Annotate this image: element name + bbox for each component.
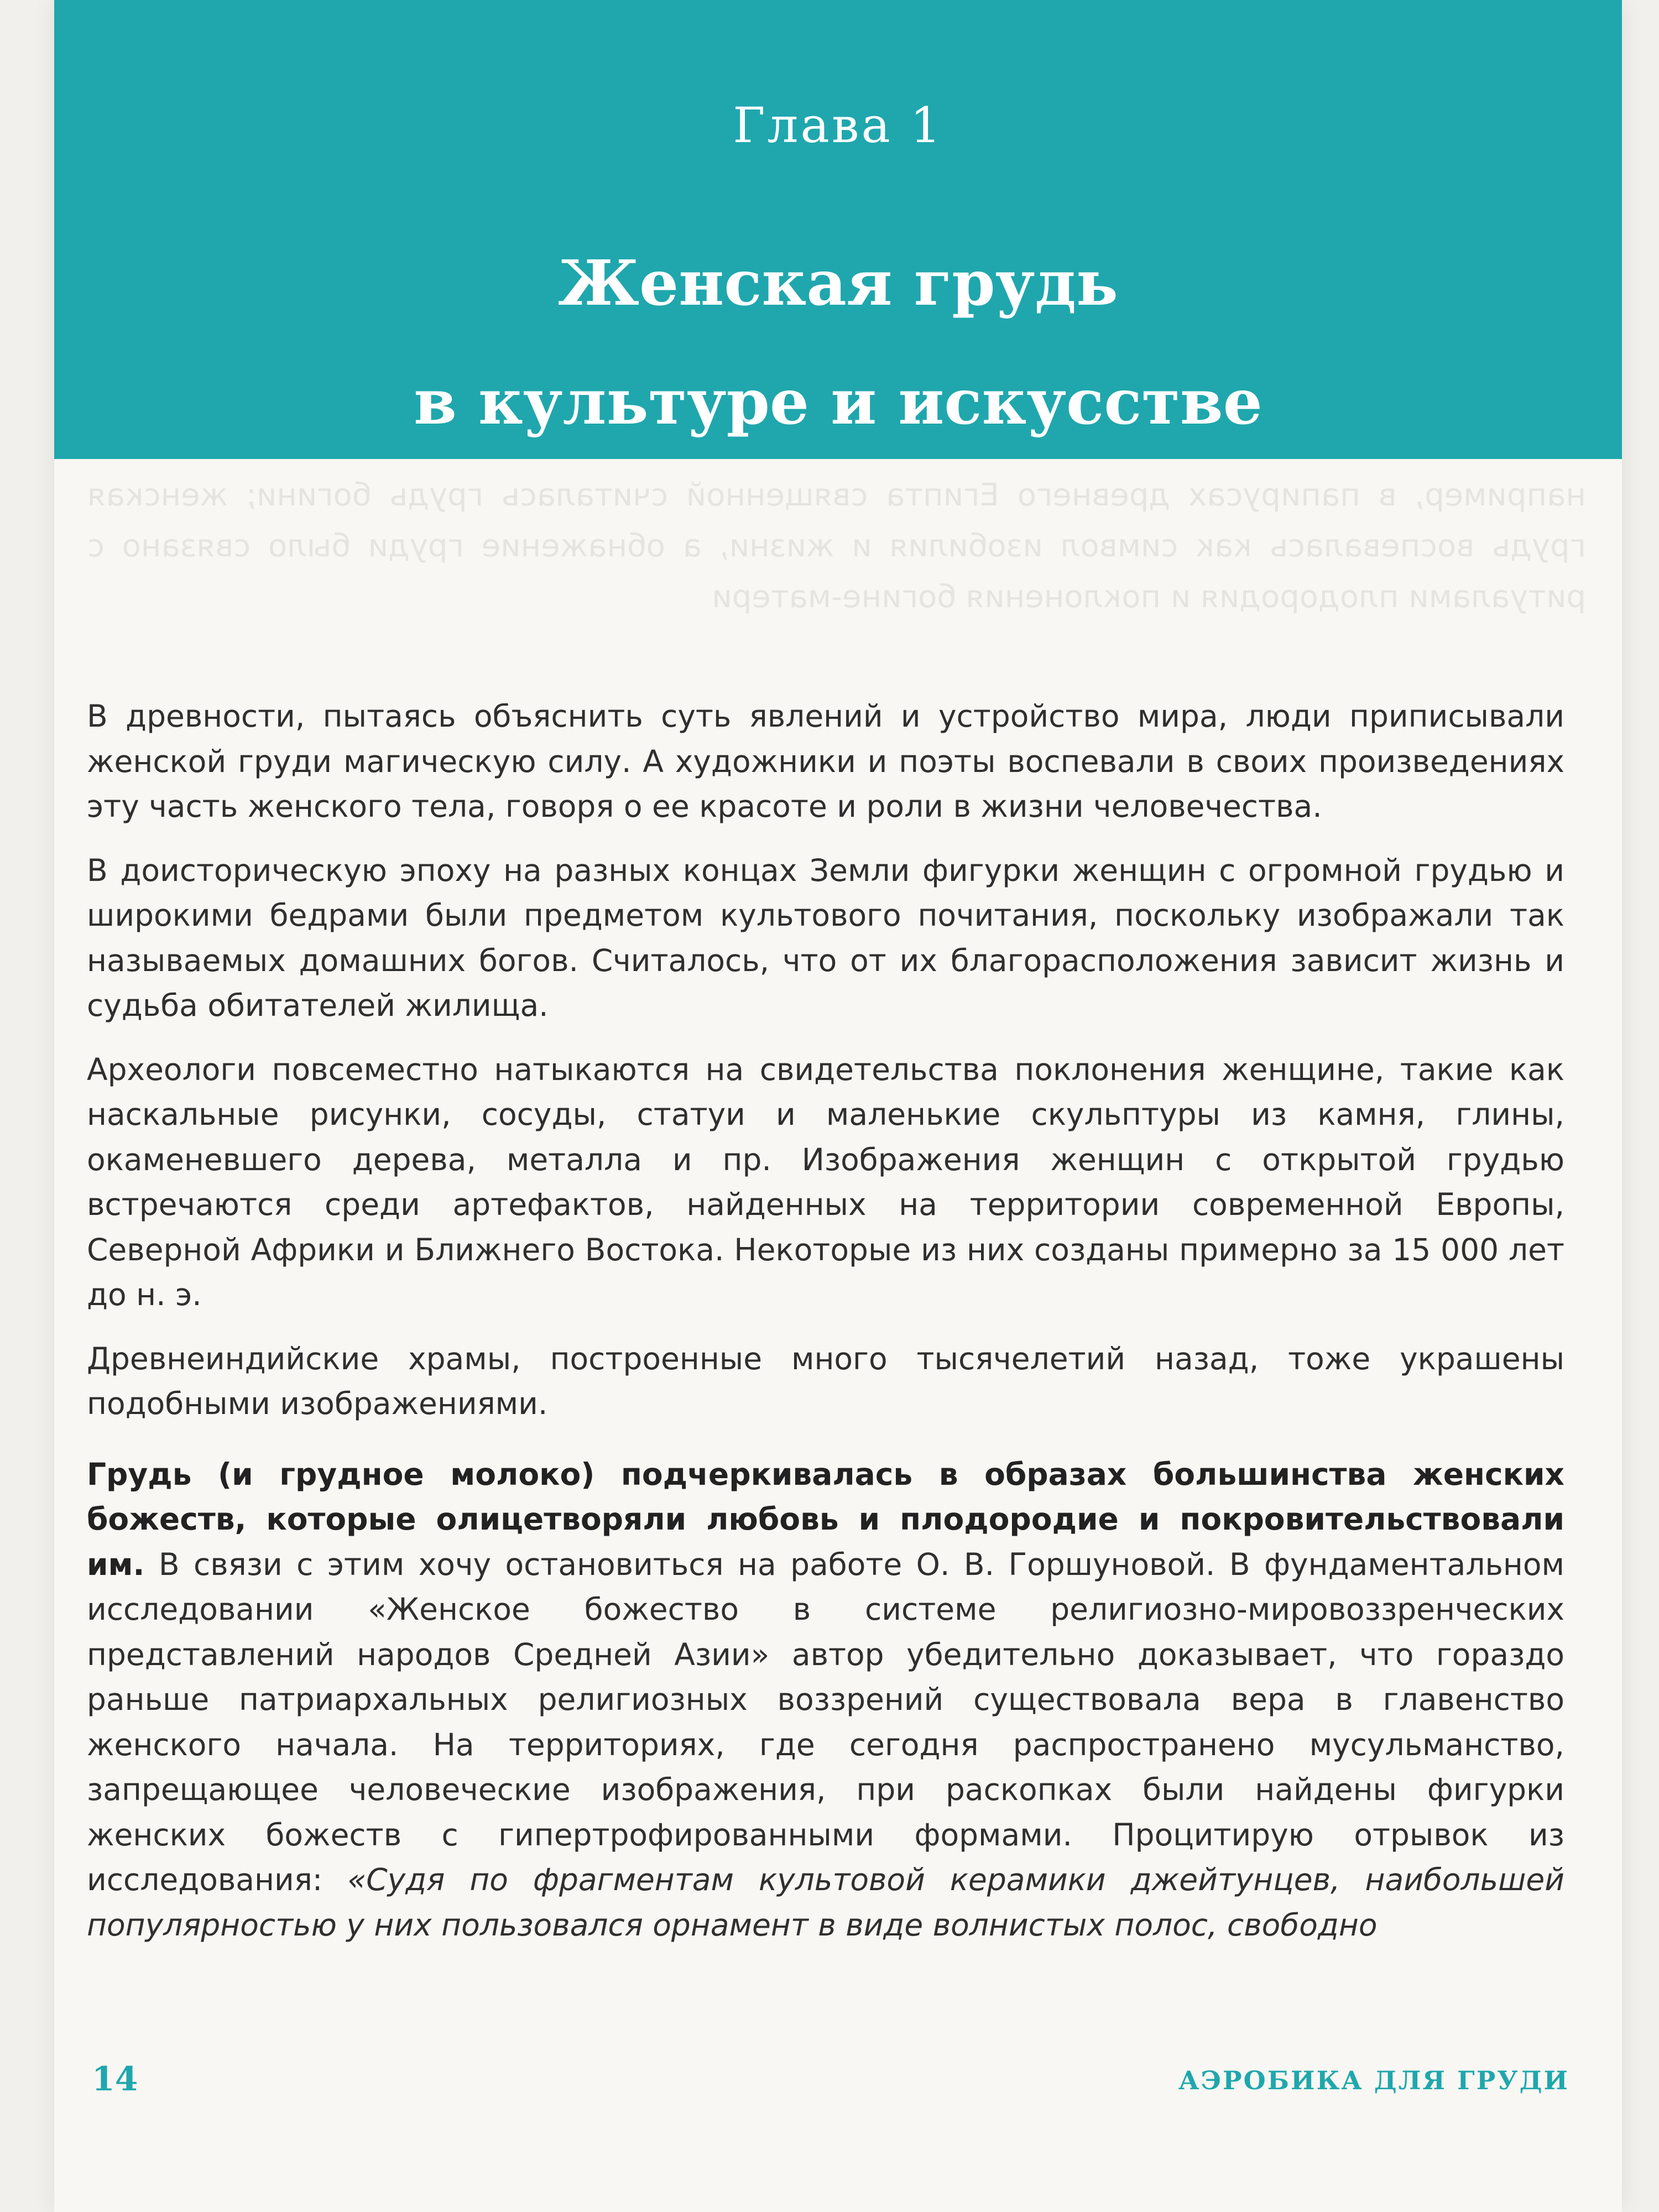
paragraph-4: Древнеиндийские храмы, построенные много тысячелетий назад, тоже украшены подобными изображениями.	[87, 1340, 1564, 1421]
chapter-title-line-2: в культуре и искусстве	[414, 366, 1262, 439]
bleed-through-text: например, в папирусах древнего Египта священной считалась грудь богини; женская грудь воспевалась как символ изобилия и жизни, а обнажение груди было связано с ритуалами плодородия и поклонения богине-матери	[87, 477, 1586, 615]
chapter-title	[54, 224, 1622, 462]
chapter-label: Глава 1	[733, 97, 943, 154]
paragraph-5	[87, 1452, 1564, 1948]
paragraph-1: В древности, пытаясь объяснить суть явлений и устройство мира, люди приписывали женской груди магическую силу. А художники и поэты воспевали в своих произведениях эту часть женского тела, говоря о ее красоте и роли в жизни человечества.	[87, 698, 1564, 824]
paragraph-5-bold-lead: Грудь (и грудное молоко) подчеркивалась в образах большинства женских божеств, которые олицетворяли любовь и плодородие и покровительствовали им.	[87, 1456, 1564, 1582]
chapter-header-band	[54, 0, 1622, 459]
paragraph-2: В доисторическую эпоху на разных концах Земли фигурки женщин с огромной грудью и широкими бедрами были предметом культового почитания, поскольку изображали так называемых домашних богов. Считалось, что от их благорасположения зависит жизнь и судьба обитателей жилища.	[87, 852, 1564, 1023]
chapter-title-line-1: Женская грудь	[558, 247, 1118, 320]
running-title: АЭРОБИКА ДЛЯ ГРУДИ	[1178, 2065, 1569, 2095]
book-page	[54, 0, 1622, 2212]
page-number: 14	[92, 2060, 138, 2099]
body-text	[87, 694, 1564, 1966]
paragraph-5-quote: «Судя по фрагментам культовой керамики джейтунцев, наибольшей популярностью у них пользовался орнамент в виде волнистых полос, свободно	[87, 1862, 1564, 1943]
paragraph-5-text: В связи с этим хочу остановиться на работе О. В. Горшуновой. В фундаментальном исследовании «Женское божество в системе религиозно-мировоззренческих представлений народов Средней Азии» автор убедительно доказывает, что гораздо раньше патриархальных религиозных воззрений существовала вера в главенство женского начала. На территориях, где сегодня распространено мусульманство, запрещающее человеческие изображения, при раскопках были найдены фигурки женских божеств с гипертрофированными формами. Процитирую отрывок из исследования:	[87, 1546, 1564, 1897]
paragraph-3: Археологи повсеместно натыкаются на свидетельства поклонения женщине, такие как наскальные рисунки, сосуды, статуи и маленькие скульптуры из камня, глины, окаменевшего дерева, металла и пр. Изображения женщин с открытой грудью встречаются среди артефактов, найденных на территории современной Европы, Северной Африки и Ближнего Востока. Некоторые из них созданы примерно за 15 000 лет до н. э.	[87, 1051, 1564, 1312]
